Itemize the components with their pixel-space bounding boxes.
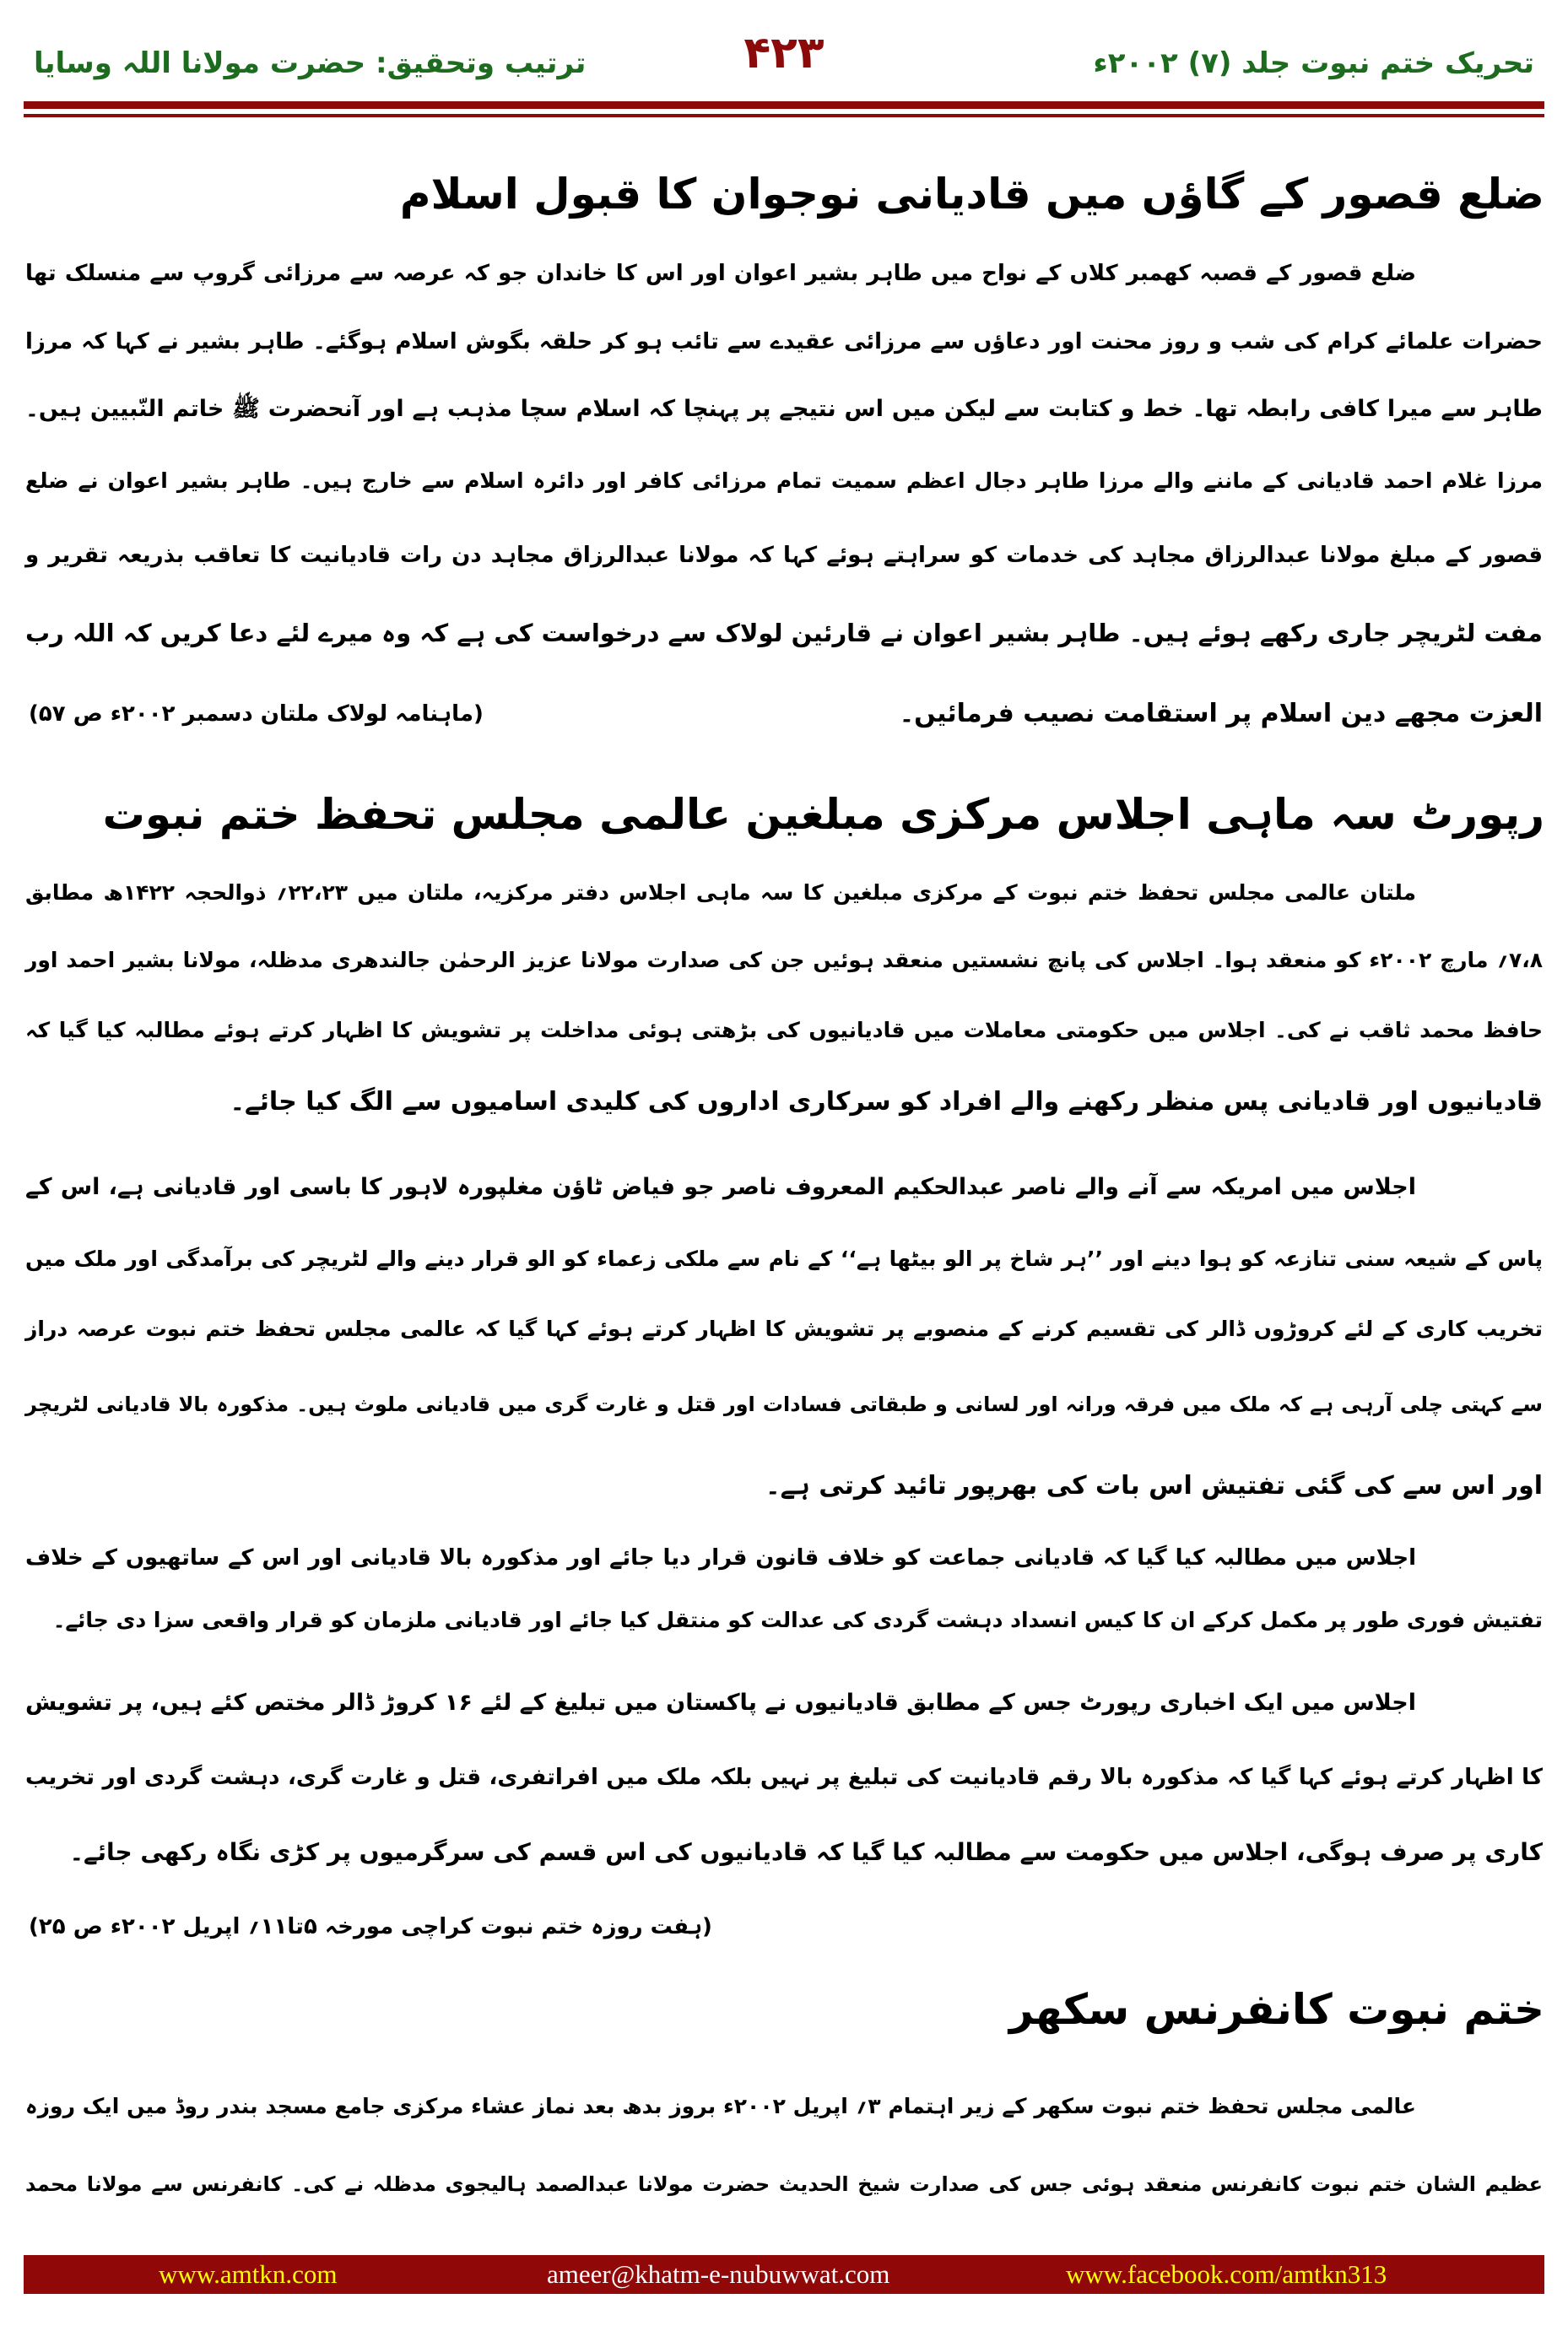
body-text-line: سے کہتی چلی آرہی ہے کہ ملک میں فرقہ ورانہ اور لسانی و طبقاتی فسادات اور قتل و غارت گری میں قادیانی ملوث ہیں۔ مذکورہ بالا قادیانی لٹریچر [25,1393,1543,1416]
body-text-line: پاس کے شیعہ سنی تنازعہ کو ہوا دینے اور ’’ہر شاخ پر الو بیٹھا ہے‘‘ کے نام سے ملکی زعماء کو الو قرار دینے والے لٹریچر کی برآمدگی اور ملک میں [25,1247,1543,1271]
body-text-line: اجلاس میں ایک اخباری رپورٹ جس کے مطابق قادیانیوں نے پاکستان میں تبلیغ کے لئے ۱۶ کروڑ ڈالر مختص کئے ہیں، پر تشویش [25,1690,1416,1716]
article-heading: ختم نبوت کانفرنس سکھر [1008,1985,1544,2034]
body-text-line: ۷،۸؍ مارچ ۲۰۰۲ء کو منعقد ہوا۔ اجلاس کی پانچ نشستیں منعقد ہوئیں جن کی صدارت مولانا عزیز الرحمٰن جالندھری مدظلہ، مولانا بشیر احمد اور [25,948,1543,972]
body-text-line: حضرات علمائے کرام کی شب و روز محنت اور دعاؤں سے مرزائی عقیدے سے تائب ہو کر حلقہ بگوش اسلام ہوگئے۔ طاہر بشیر نے کہا کہ مرزا [25,329,1543,354]
website-link[interactable]: www.amtkn.com [159,2259,338,2289]
header-rule-thin [24,114,1544,117]
facebook-link[interactable]: www.facebook.com/amtkn313 [1066,2259,1387,2289]
body-text-line: ملتان عالمی مجلس تحفظ ختم نبوت کے مرکزی مبلغین کا سہ ماہی اجلاس دفتر مرکزیہ، ملتان میں ۲۲،۲۳؍ ذوالحجہ ۱۴۲۲ھ مطابق [25,880,1417,905]
body-text-line: ضلع قصور کے قصبہ کھمبر کلاں کے نواح میں طاہر بشیر اعوان اور اس کا خاندان جو کہ عرصہ سے مرزائی گروپ سے منسلک تھا [25,261,1416,286]
header-rule-thick [24,101,1544,109]
page-number: ۴۲۳ [743,28,825,78]
body-text-line: عالمی مجلس تحفظ ختم نبوت سکھر کے زیر اہتمام ۳؍ اپریل ۲۰۰۲ء بروز بدھ بعد نماز عشاء مرکزی جامع مسجد بندر روڈ میں ایک روزہ [25,2094,1416,2118]
body-text-line: تخریب کاری کے لئے کروڑوں ڈالر کی تقسیم کرنے کے منصوبے پر تشویش کا اظہار کرتے ہوئے کہا گیا کہ عالمی مجلس تحفظ ختم نبوت عرصہ دراز [25,1317,1543,1341]
body-text-line: حافظ محمد ثاقب نے کی۔ اجلاس میں حکومتی معاملات میں قادیانیوں کی بڑھتی ہوئی مداخلت پر تشویش کا اظہار کرتے ہوئے مطالبہ کیا گیا کہ [25,1018,1543,1042]
source-citation: (ماہنامہ لولاک ملتان دسمبر ۲۰۰۲ء ص ۵۷) [29,701,484,727]
body-text-line: العزت مجھے دین اسلام پر استقامت نصیب فرمائیں۔ [899,699,1543,728]
source-citation: (ہفت روزہ ختم نبوت کراچی مورخہ ۵تا۱۱؍ اپریل ۲۰۰۲ء ص ۲۵) [29,1914,712,1939]
article-heading: ضلع قصور کے گاؤں میں قادیانی نوجوان کا قبول اسلام [399,170,1544,219]
body-text-line: مرزا غلام احمد قادیانی کے ماننے والے مرزا طاہر دجال اعظم سمیت تمام مرزائی کافر اور دائرہ اسلام سے خارج ہیں۔ طاہر بشیر اعوان نے ضلع [25,468,1543,493]
body-text-line: اور اس سے کی گئی تفتیش اس بات کی بھرپور تائید کرتی ہے۔ [765,1471,1543,1501]
email-link[interactable]: ameer@khatm-e-nubuwwat.com [547,2259,890,2289]
body-text-line: قادیانیوں اور قادیانی پس منظر رکھنے والے افراد کو سرکاری اداروں کی کلیدی اسامیوں سے الگ کیا جائے۔ [230,1087,1543,1117]
body-text-line: اجلاس میں مطالبہ کیا گیا کہ قادیانی جماعت کو خلاف قانون قرار دیا جائے اور مذکورہ بالا قادیانی اور اس کے ساتھیوں کے خلاف [25,1545,1416,1571]
article-heading: رپورٹ سہ ماہی اجلاس مرکزی مبلغین عالمی مجلس تحفظ ختم نبوت [102,790,1544,839]
body-text-line: تفتیش فوری طور پر مکمل کرکے ان کا کیس انسداد دہشت گردی کی عدالت کو منتقل کیا جائے اور قادیانی ملزمان کو قرار واقعی سزا دی جائے۔ [52,1608,1543,1632]
body-text-line: مفت لٹریچر جاری رکھے ہوئے ہیں۔ طاہر بشیر اعوان نے قارئین لولاک سے درخواست کی ہے کہ وہ میرے لئے دعا کریں کہ اللہ رب [25,619,1543,647]
body-text-line: کاری پر صرف ہوگی، اجلاس میں حکومت سے مطالبہ کیا گیا کہ قادیانیوں کی اس قسم کی سرگرمیوں پر کڑی نگاہ رکھی جائے۔ [69,1838,1543,1866]
book-title: تحریک ختم نبوت جلد (۷) ۲۰۰۲ء [1093,46,1534,80]
compiler-credit: ترتیب وتحقیق: حضرت مولانا اللہ وسایا [34,46,587,80]
body-text-line: طاہر سے میرا کافی رابطہ تھا۔ خط و کتابت سے لیکن میں اس نتیجے پر پہنچا کہ اسلام سچا مذہب ہے اور آنحضرت ﷺ خاتم النّبیین ہیں۔ [25,396,1543,422]
footer-bar [24,2255,1544,2294]
body-text-line: کا اظہار کرتے ہوئے کہا گیا کہ مذکورہ بالا رقم قادیانیت کی تبلیغ پر نہیں بلکہ ملک میں افراتفری، قتل و غارت گری، دہشت گردی اور تخریب [25,1765,1543,1790]
body-text-line: عظیم الشان ختم نبوت کانفرنس منعقد ہوئی جس کی صدارت شیخ الحدیث حضرت مولانا عبدالصمد ہالیجوی مدظلہ نے کی۔ کانفرنس سے مولانا محمد [25,2172,1543,2196]
body-text-line: اجلاس میں امریکہ سے آنے والے ناصر عبدالحکیم المعروف ناصر جو فیاض ٹاؤن مغلپورہ لاہور کا باسی اور قادیانی ہے، اس کے [25,1174,1416,1200]
body-text-line: قصور کے مبلغ مولانا عبدالرزاق مجاہد کی خدمات کو سراہتے ہوئے کہا کہ مولانا عبدالرزاق مجاہد دن رات قادیانیت کا تعاقب بذریعہ تقریر و [25,543,1543,568]
